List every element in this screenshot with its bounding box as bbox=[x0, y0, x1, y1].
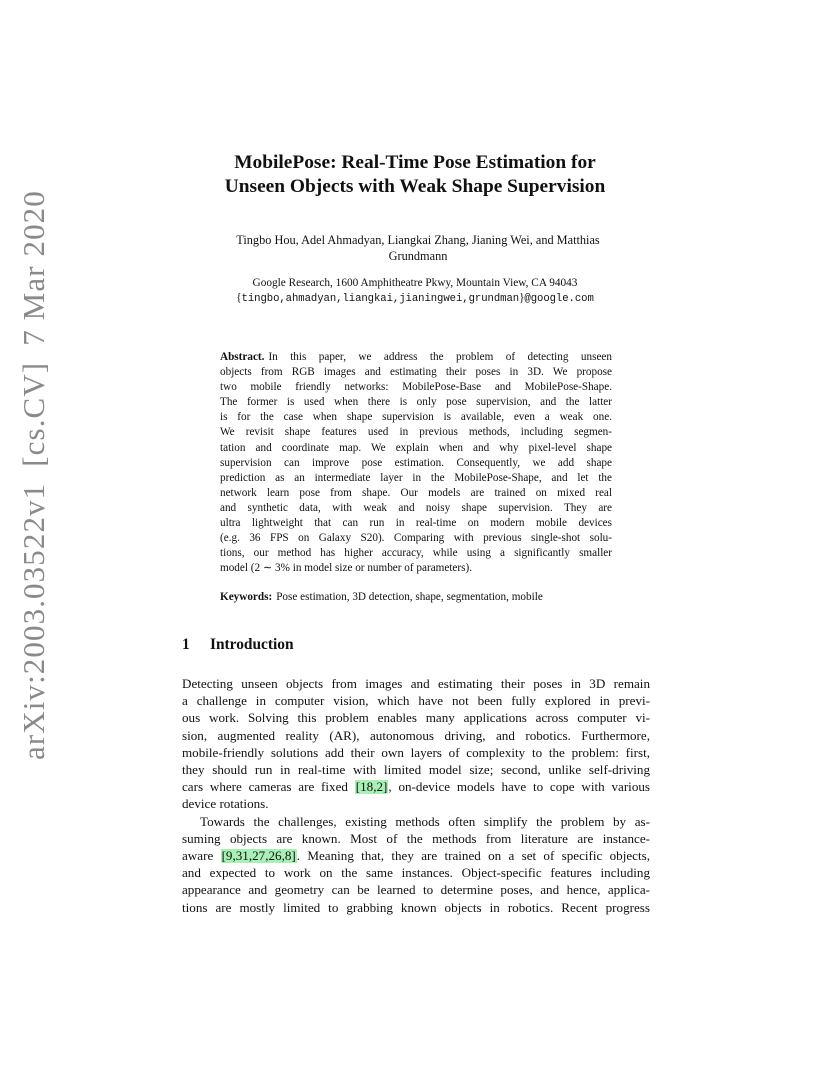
keywords-label: Keywords: bbox=[220, 591, 273, 603]
body-line: Detecting unseen objects from images and estimating their poses in 3D remain bbox=[182, 676, 650, 691]
abstract-line: We revisit shape features used in previous methods, including segmen- bbox=[220, 426, 612, 439]
email-brace-open: { bbox=[236, 292, 242, 304]
arxiv-date: 7 Mar 2020 bbox=[16, 190, 51, 346]
body-text: aware bbox=[182, 848, 214, 864]
section-heading-introduction bbox=[182, 635, 482, 655]
abstract-label: Abstract. bbox=[220, 351, 265, 363]
body-line bbox=[182, 847, 650, 864]
abstract-line: ultra lightweight that can run in real-time on modern mobile devices bbox=[220, 517, 612, 530]
body-text: cars where cameras are fixed bbox=[182, 779, 348, 795]
author-line-2: Grundmann bbox=[388, 249, 448, 263]
abstract-line: prediction as an intermediate layer in the MobilePose-Shape, and let the bbox=[220, 471, 612, 484]
citation-link[interactable]: [18,2] bbox=[355, 779, 388, 795]
body-line: a challenge in computer vision, which have not been fully explored in previ- bbox=[182, 693, 650, 709]
introduction-body bbox=[182, 675, 650, 916]
abstract-line: and synthetic data, with weak and noisy shape supervision. They are bbox=[220, 501, 612, 514]
email-usernames: tingbo,ahmadyan,liangkai,jianingwei,grundman bbox=[241, 293, 520, 305]
email-domain: @google.com bbox=[524, 293, 594, 305]
keywords-text: Pose estimation, 3D detection, shape, segmentation, mobile bbox=[276, 591, 543, 603]
body-line: Towards the challenges, existing methods often simplify the problem by as- bbox=[200, 813, 650, 829]
abstract-line-text: In this paper, we address the problem of detecting unseen bbox=[268, 351, 612, 363]
arxiv-identifier-stamp bbox=[14, 190, 54, 760]
abstract-line: objects from RGB images and estimating their poses in 3D. We propose bbox=[220, 366, 612, 379]
email-brace-close: } bbox=[519, 292, 525, 304]
body-line: and expected to work on the same instances. Object-specific features including bbox=[182, 865, 650, 881]
abstract-line: supervision can improve pose estimation. Consequently, we add shape bbox=[220, 456, 612, 469]
author-emails bbox=[205, 291, 625, 307]
body-line: tions are mostly limited to grabbing known objects in robotics. Recent progress bbox=[182, 899, 650, 915]
body-line: appearance and geometry can be learned to determine poses, and hence, applica- bbox=[182, 882, 650, 898]
affiliation-block bbox=[205, 276, 625, 307]
abstract-line: (e.g. 36 FPS on Galaxy S20). Comparing with previous single-shot solu- bbox=[220, 532, 612, 545]
arxiv-category: [cs.CV] bbox=[16, 361, 51, 467]
author-line-1: Tingbo Hou, Adel Ahmadyan, Liangkai Zhang, Jianing Wei, and Matthias bbox=[236, 233, 600, 247]
affiliation-address: Google Research, 1600 Amphitheatre Pkwy, Mountain View, CA 94043 bbox=[252, 277, 578, 289]
body-line: they should run in real-time with limited model size; second, unlike self-driving bbox=[182, 762, 650, 778]
author-list bbox=[190, 232, 646, 264]
abstract-line: two mobile friendly networks: MobilePose-Base and MobilePose-Shape. bbox=[220, 381, 612, 394]
arxiv-id: arXiv:2003.03522v1 bbox=[16, 482, 51, 760]
abstract-line: is for the case when shape supervision is available, even a weak one. bbox=[220, 411, 612, 424]
section-title: Introduction bbox=[210, 636, 294, 653]
abstract-line: tation and coordinate map. We explain when and why pixel-level shape bbox=[220, 441, 612, 454]
body-line: device rotations. bbox=[182, 796, 269, 812]
paper-title-line-1: MobilePose: Real-Time Pose Estimation for bbox=[234, 152, 596, 173]
keywords bbox=[220, 590, 612, 605]
body-text: , on-device models have to cope with various bbox=[388, 779, 651, 795]
abstract-line: The former is used when there is only pose supervision, and the latter bbox=[220, 396, 612, 409]
paper-title bbox=[165, 151, 665, 199]
citation-link[interactable]: [9,31,27,26,8] bbox=[221, 848, 296, 864]
abstract-line: tions, our method has higher accuracy, while using a significantly smaller bbox=[220, 547, 612, 560]
body-line: sion, augmented reality (AR), autonomous driving, and robotics. Furthermore, bbox=[182, 727, 650, 743]
abstract-line: model (2 ∼ 3% in model size or number of parameters). bbox=[220, 562, 473, 575]
abstract-line bbox=[220, 350, 612, 365]
section-number: 1 bbox=[182, 636, 190, 653]
body-line bbox=[182, 778, 650, 795]
body-line: mobile-friendly solutions add their own layers of complexity to the problem: first, bbox=[182, 744, 650, 760]
paper-title-line-2: Unseen Objects with Weak Shape Supervision bbox=[224, 176, 606, 197]
abstract bbox=[220, 350, 612, 576]
body-line: ous work. Solving this problem enables many applications across computer vi- bbox=[182, 710, 650, 726]
body-line: suming objects are known. Most of the methods from literature are instance- bbox=[182, 830, 650, 846]
abstract-line: network learn pose from shape. Our models are trained on mixed real bbox=[220, 486, 612, 499]
body-text: . Meaning that, they are trained on a set of specific objects, bbox=[296, 848, 650, 864]
